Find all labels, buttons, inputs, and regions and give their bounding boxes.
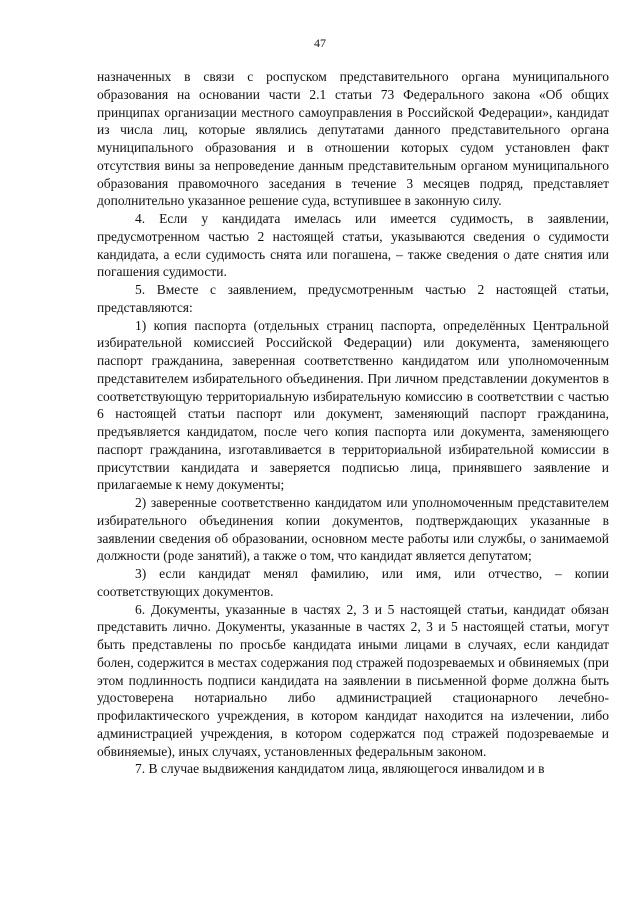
paragraph-item-4: 4. Если у кандидата имелась или имеется судимость, в заявлении, предусмотренном частью 2 настоящей статьи, указываются сведения о судимости кандидата, а если судимость снята или погашена, – также сведения о дате снятия или погашения судимости. bbox=[97, 211, 609, 280]
document-body bbox=[97, 68, 609, 778]
paragraph-item-6: 6. Документы, указанные в частях 2, 3 и 5 настоящей статьи, кандидат обязан представить лично. Документы, указанные в частях 2, 3 и 5 настоящей статьи, могут быть представлены по просьбе кандидата иными лицами в случаях, если кандидат болен, содержится в местах содержания под стражей подозреваемых и обвиняемых (при этом подлинность подписи кандидата на заявлении в письменной форме должна быть удостоверена нотариально либо администрацией стационарного лечебно-профилактического учреждения, в котором кандидат находится на излечении, либо администрацией учреждения, в котором содержатся под стражей подозреваемые и обвиняемые), иных случаях, установленных федеральным законом. bbox=[97, 601, 609, 759]
paragraph-item-7: 7. В случае выдвижения кандидатом лица, являющегося инвалидом и в bbox=[135, 761, 545, 777]
subitem-3: 3) если кандидат менял фамилию, или имя, или отчество, – копии соответствующих документов. bbox=[97, 566, 609, 599]
paragraph-continuation: назначенных в связи с роспуском представительного органа муниципального образования на основании части 2.1 статьи 73 Федерального закона «Об общих принципах организации местного самоуправления в Российской Федерации», кандидат из числа лиц, которые являлись депутатами данного представительного органа муниципального образования и в отношении которых судом установлен факт отсутствия вины за непроведение данным представительным органом муниципального образования правомочного заседания в течение 3 месяцев подряд, представляет дополнительно указанное решение суда, вступившее в законную силу. bbox=[97, 69, 609, 209]
page-number: 47 bbox=[314, 36, 326, 50]
subitem-2: 2) заверенные соответственно кандидатом или уполномоченным представителем избирательного объединения копии документов, подтверждающих указанные в заявлении сведения об образовании, основном месте работы или службы, о занимаемой должности (роде занятий), а также о том, что кандидат является депутатом; bbox=[97, 495, 609, 564]
paragraph-item-5: 5. Вместе с заявлением, предусмотренным частью 2 настоящей статьи, представляются: bbox=[97, 282, 609, 315]
subitem-1: 1) копия паспорта (отдельных страниц паспорта, определённых Центральной избирательной комиссией Российской Федерации) или документа, заменяющего паспорт гражданина, заверенная соответственно кандидатом или уполномоченным представителем избирательного объединения. При личном представлении документов в соответствующую территориальную избирательную комиссию в соответствии с частью 6 настоящей статьи паспорт или документ, заменяющий паспорт гражданина, предъявляется кандидатом, после чего копия паспорта или документа, заменяющего паспорт гражданина, изготавливается в территориальной избирательной комиссии в присутствии кандидата и заверяется подписью лица, принявшего заявление и прилагаемые к нему документы; bbox=[97, 317, 609, 493]
